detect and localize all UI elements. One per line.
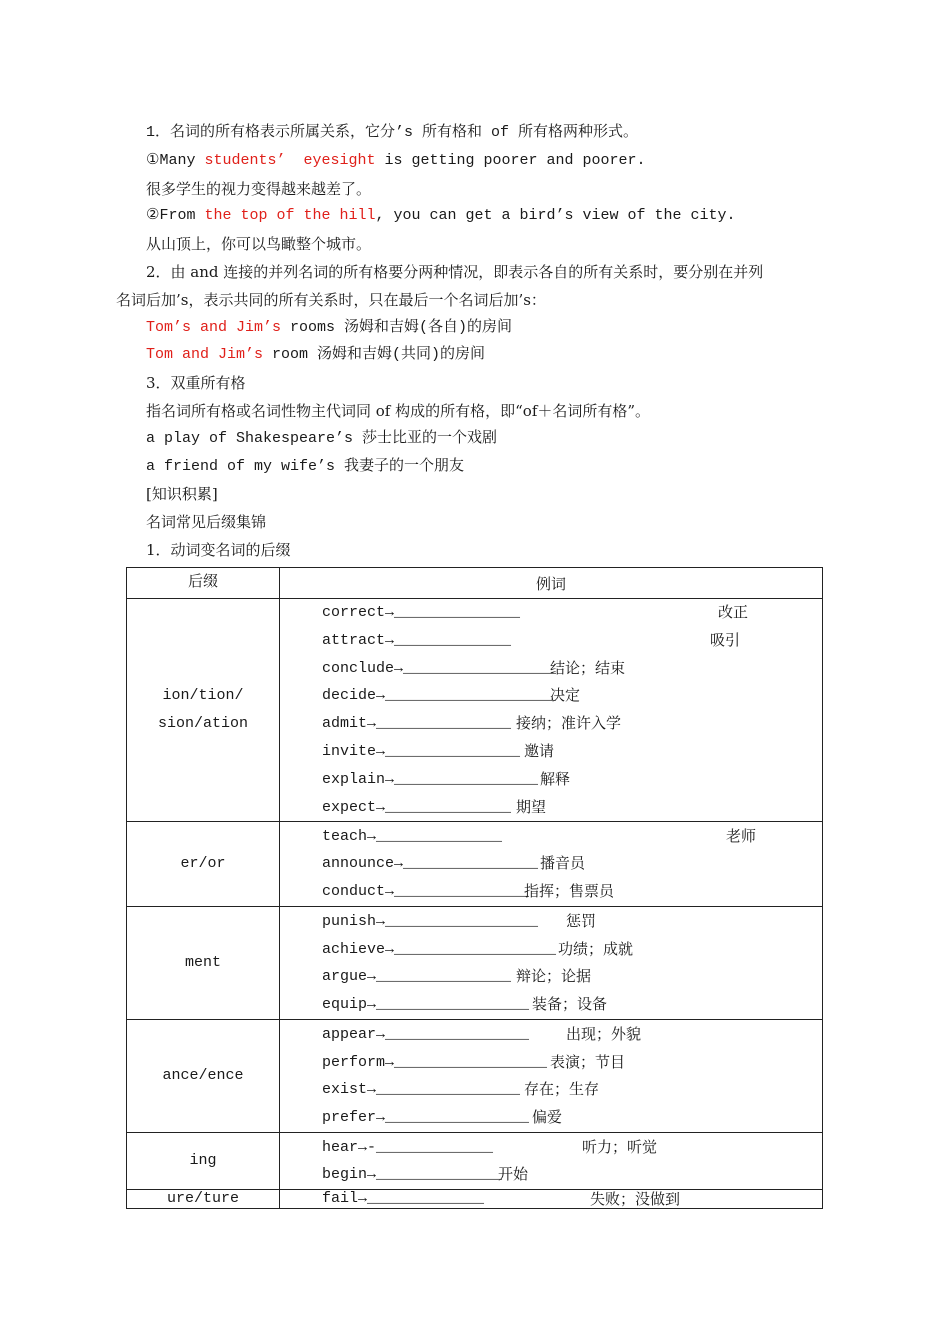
example-3: [146, 318, 512, 338]
table-row: [127, 1190, 823, 1209]
suffix-table: [126, 567, 823, 1209]
table-row: [127, 599, 823, 822]
example-1-pre: ①Many: [146, 152, 205, 169]
meaning: 出现；外貌: [566, 1024, 642, 1043]
meaning: 结论；结束: [550, 658, 626, 677]
verb-blank: explain→________________: [322, 770, 539, 788]
list-item: [280, 1104, 822, 1132]
suffix-label: ance/ence: [162, 1067, 244, 1085]
suffix-cell: [127, 599, 280, 822]
verb-blank: achieve→__________________: [322, 940, 557, 958]
suffix-cell: [127, 1020, 280, 1133]
example-4-post: room 汤姆和吉姆(共同)的房间: [263, 346, 486, 363]
example-1-translation: 很多学生的视力变得越来越差了。: [146, 180, 372, 198]
verb-blank: punish→_________________: [322, 912, 539, 930]
examples-cell: [280, 1133, 823, 1190]
example-2-post: , you can get a bird’s view of the city.: [375, 207, 736, 224]
list-item: [280, 682, 822, 710]
list-item: [280, 794, 822, 822]
list-item: [280, 1021, 822, 1049]
list-item: [280, 710, 822, 738]
meaning: 指挥；售票员: [524, 882, 615, 901]
examples-cell: [280, 1190, 823, 1209]
example-5: a play of Shakespeare’s 莎士比亚的一个戏剧: [146, 430, 498, 447]
meaning: 吸引: [710, 630, 741, 649]
meaning: 老师: [726, 826, 757, 845]
verb-blank: begin→______________: [322, 1166, 503, 1184]
meaning: 播音员: [540, 854, 586, 873]
meaning: 辩论；论据: [516, 967, 592, 986]
verb-blank: invite→_______________: [322, 742, 521, 760]
verb-blank: admit→_______________: [322, 715, 512, 733]
list-item: [280, 1049, 822, 1077]
verb-blank: appear→________________: [322, 1025, 530, 1043]
verb-blank: fail→_____________: [322, 1190, 485, 1208]
suffix-label: ment: [184, 954, 221, 972]
verb-blank: correct→______________: [322, 604, 521, 621]
table-row: [127, 1020, 823, 1133]
example-4-highlight: Tom and Jim’s: [146, 346, 264, 363]
list-item: [280, 1161, 822, 1189]
header-suffix: 后缀: [127, 568, 280, 599]
meaning: 决定: [550, 686, 581, 705]
example-2: [146, 206, 736, 226]
verb-blank: hear→-_____________: [322, 1138, 494, 1156]
meaning: 表演；节目: [550, 1052, 626, 1071]
list-item: [280, 908, 822, 936]
example-2-highlight: the top of the hill: [204, 207, 376, 224]
list-item: [280, 1134, 822, 1162]
verb-blank: argue→_______________: [322, 968, 512, 986]
list-item: [280, 878, 822, 906]
example-1: [146, 151, 646, 171]
list-item: [280, 1076, 822, 1104]
verb-blank: exist→________________: [322, 1081, 521, 1099]
example-2-pre: ②From: [146, 207, 205, 224]
verb-blank: announce→_______________: [322, 855, 539, 873]
example-4: [146, 345, 485, 365]
suffix-label-cont: sion/ation: [157, 715, 248, 733]
suffix-label: ing: [189, 1152, 217, 1170]
verb-blank: expect→______________: [322, 798, 512, 816]
examples-cell: [280, 907, 823, 1020]
list-item: [280, 991, 822, 1019]
meaning: 解释: [540, 769, 571, 788]
list-item: [280, 766, 822, 794]
list-item: [280, 936, 822, 964]
para-2-line-2: 名词后加’s，表示共同的所有关系时，只在最后一个名词后加’s：: [116, 291, 546, 309]
list-item: [280, 1190, 822, 1208]
table-row: [127, 907, 823, 1020]
table-row: [127, 1133, 823, 1190]
para-3-definition: 指名词所有格或名词性物主代词同 of 构成的所有格，即“of＋名词所有格”。: [146, 402, 651, 420]
suffix-cell: [127, 1190, 280, 1209]
para-1: 1．名词的所有格表示所属关系，它分’s 所有格和 of 所有格两种形式。: [146, 124, 639, 141]
meaning: 功绩；成就: [558, 939, 634, 958]
suffix-label: ure/ture: [166, 1190, 239, 1208]
meaning: 惩罚: [566, 911, 597, 930]
para-2-line-1: 2．由 and 连接的并列名词的所有格要分两种情况，即表示各自的所有关系时，要分别在并列: [146, 263, 764, 281]
list-item: [280, 963, 822, 991]
suffix-cell: [127, 1133, 280, 1190]
example-1-highlight: students’ eyesight: [204, 152, 376, 169]
suffix-cell: [127, 907, 280, 1020]
meaning: 期望: [516, 797, 547, 816]
verb-blank: conclude→_________________: [322, 659, 557, 677]
verb-blank: teach→______________: [322, 827, 503, 845]
para-3-title: 3．双重所有格: [146, 374, 246, 392]
meaning: 失败；没做到: [590, 1190, 681, 1209]
verb-blank: attract→_____________: [322, 631, 512, 649]
list-item: [280, 655, 822, 683]
meaning: 邀请: [524, 741, 555, 760]
meaning: 存在；生存: [524, 1080, 600, 1099]
verb-blank: decide→___________________: [322, 687, 557, 705]
verb-blank: perform→_________________: [322, 1053, 548, 1071]
meaning: 偏爱: [532, 1108, 563, 1127]
section-heading: [知识积累]: [146, 485, 218, 503]
meaning: 听力；听觉: [582, 1137, 658, 1156]
list-item: [280, 627, 822, 655]
example-2-translation: 从山顶上，你可以鸟瞰整个城市。: [146, 235, 372, 253]
section-subtitle: 名词常见后缀集锦: [146, 513, 267, 531]
example-1-post: is getting poorer and poorer.: [375, 152, 646, 169]
verb-blank: equip→_________________: [322, 996, 530, 1014]
meaning: 接纳；准许入学: [516, 714, 622, 733]
suffix-label: er/or: [180, 855, 226, 873]
subsection-1-title: 1．动词变名词的后缀: [146, 541, 291, 559]
suffix-label: ion/tion/: [162, 687, 244, 705]
list-item: [280, 599, 822, 627]
meaning: 开始: [498, 1165, 529, 1184]
example-3-post: rooms 汤姆和吉姆(各自)的房间: [281, 319, 513, 336]
table-header-row: [127, 568, 823, 599]
verb-blank: conduct→_______________: [322, 883, 530, 901]
examples-cell: [280, 822, 823, 907]
list-item: [280, 850, 822, 878]
meaning: 装备；设备: [532, 995, 608, 1014]
example-3-highlight: Tom’s and Jim’s: [146, 319, 282, 336]
table-row: [127, 822, 823, 907]
header-examples: 例词: [280, 568, 823, 599]
suffix-cell: [127, 822, 280, 907]
list-item: [280, 823, 822, 851]
verb-blank: prefer→________________: [322, 1109, 530, 1127]
examples-cell: [280, 599, 823, 822]
list-item: [280, 738, 822, 766]
example-6: a friend of my wife’s 我妻子的一个朋友: [146, 458, 465, 475]
meaning: 改正: [718, 603, 749, 621]
examples-cell: [280, 1020, 823, 1133]
